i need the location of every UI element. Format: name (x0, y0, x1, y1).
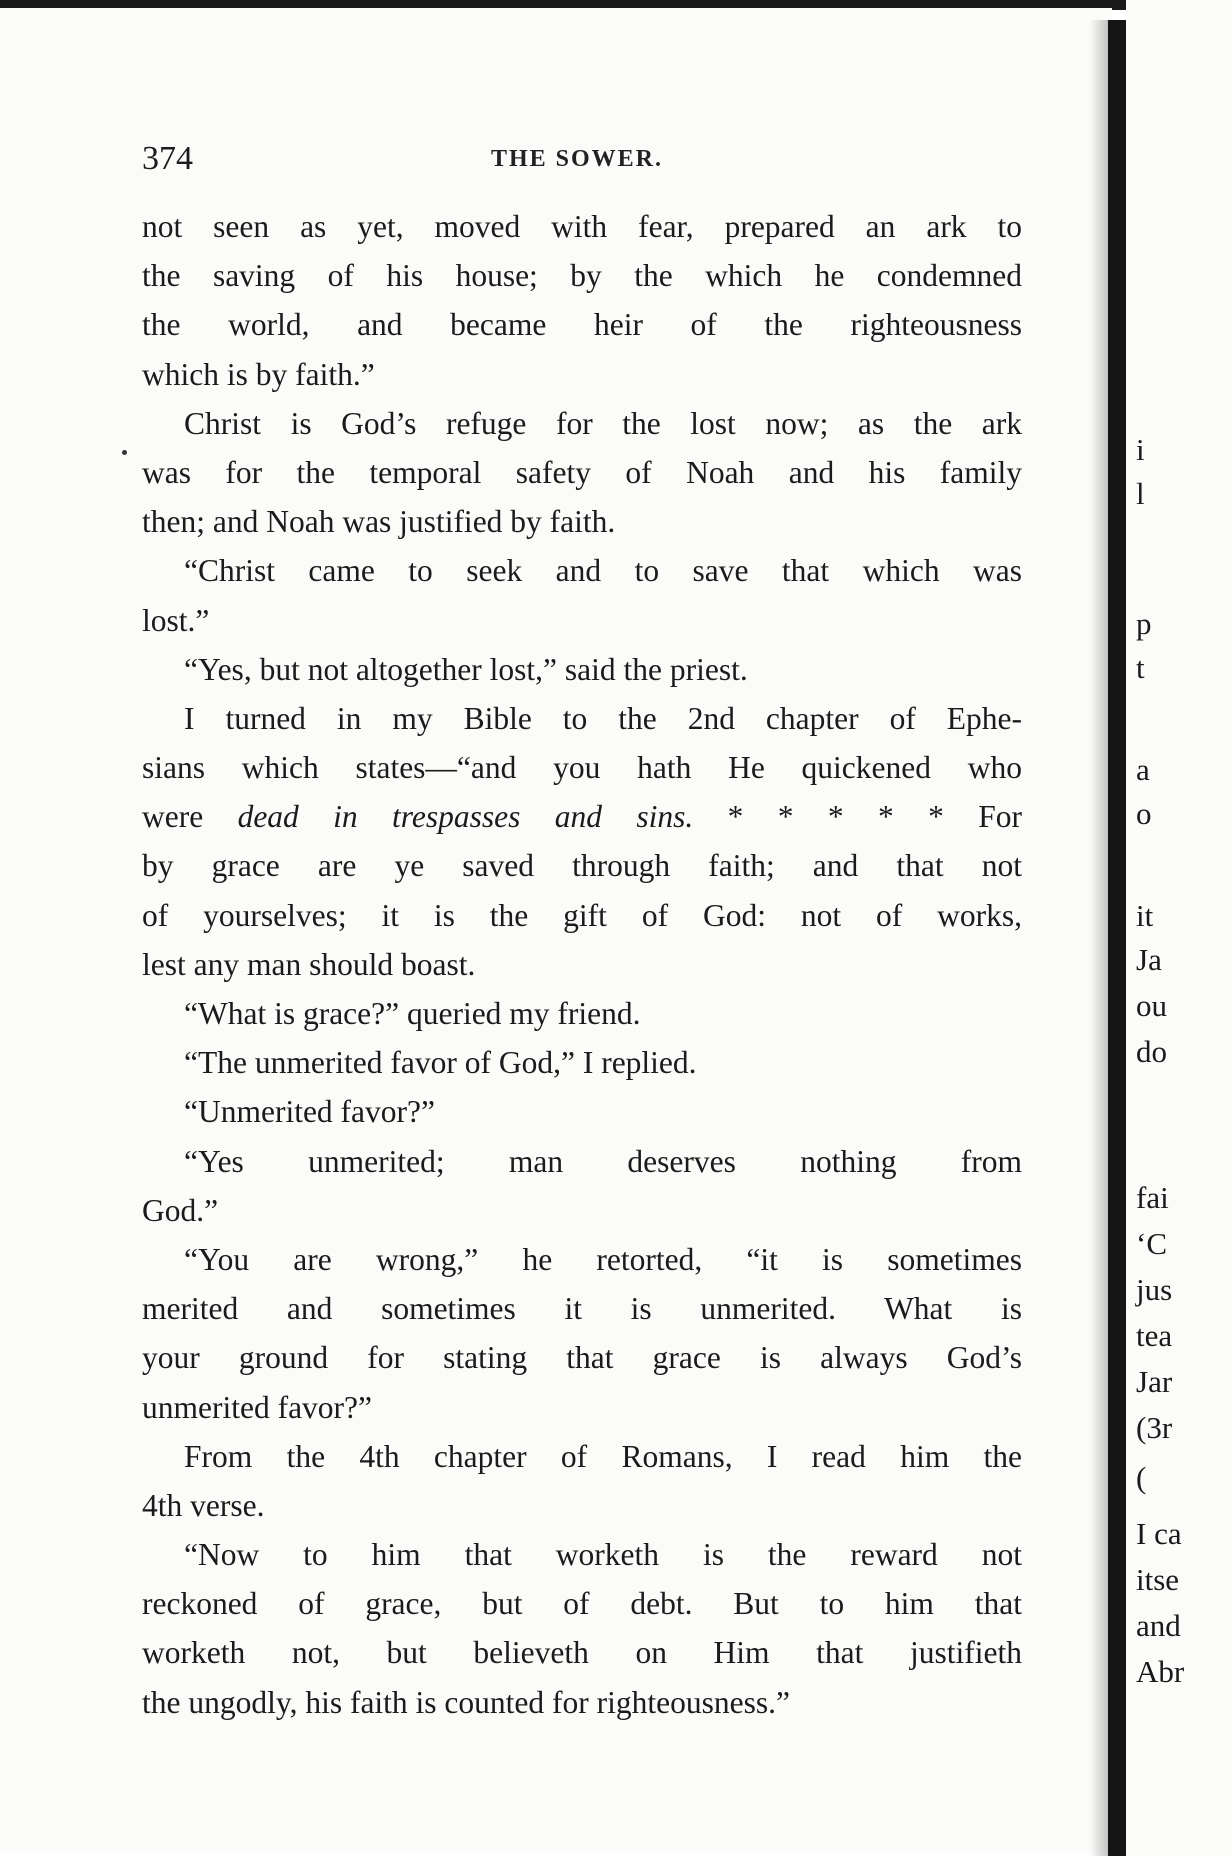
facing-page-fragment: I ca (1136, 1516, 1182, 1551)
text-line: reckoned of grace, but of debt. But to him that (142, 1586, 1022, 1622)
text-line: “The unmerited favor of God,” I replied. (184, 1045, 697, 1081)
text-line: by grace are ye saved through faith; and that not (142, 848, 1022, 884)
text-line: I turned in my Bible to the 2nd chapter of Ephe- (184, 700, 1022, 736)
text-line: then; and Noah was justified by faith. (142, 504, 616, 540)
facing-page-edge (1126, 0, 1232, 1856)
text-line: of yourselves; it is the gift of God: not of works, (142, 897, 1022, 933)
text-line: the world, and became heir of the righteousness (142, 307, 1022, 343)
text-line: God.” (142, 1192, 219, 1228)
facing-page-fragment: Abr (1136, 1654, 1185, 1689)
page-number: 374 (142, 140, 193, 177)
page-body-text (142, 202, 1022, 1727)
text-line: which is by faith.” (142, 356, 375, 392)
facing-page-fragment: ‘C (1136, 1226, 1167, 1261)
facing-page-fragment: o (1136, 796, 1152, 831)
facing-page-fragment: ( (1136, 1460, 1147, 1495)
text-line: “Now to him that worketh is the reward not (184, 1537, 1022, 1573)
facing-page-fragment: jus (1136, 1272, 1173, 1307)
facing-page-fragment: l (1136, 476, 1145, 511)
text-line: “Christ came to seek and to save that which was (184, 553, 1022, 589)
text-line: 4th verse. (142, 1487, 265, 1523)
book-gutter (1108, 20, 1126, 1856)
text-line: lest any man should boast. (142, 946, 476, 982)
text-line: “Yes, but not altogether lost,” said the priest. (184, 651, 748, 687)
facing-page-fragment: and (1136, 1608, 1181, 1643)
text-line: your ground for stating that grace is always God’s (142, 1340, 1022, 1376)
gutter-shadow (1090, 20, 1110, 1856)
text-line: “You are wrong,” he retorted, “it is sometimes (184, 1241, 1022, 1277)
text-line: not seen as yet, moved with fear, prepared an ark to (142, 209, 1022, 244)
text-line: lost.” (142, 602, 210, 638)
facing-page-fragment: p (1136, 606, 1152, 641)
text-line: the ungodly, his faith is counted for righteousness.” (142, 1684, 790, 1720)
page-header (142, 140, 1012, 180)
text-line: the saving of his house; by the which he condemned (142, 258, 1022, 294)
text-line: merited and sometimes it is unmerited. What is (142, 1291, 1022, 1327)
text-line: sians which states—“and you hath He quickened who (142, 750, 1022, 786)
text-line: unmerited favor?” (142, 1389, 373, 1425)
text-line: worketh not, but believeth on Him that justifieth (142, 1635, 1022, 1671)
text-line: was for the temporal safety of Noah and his family (142, 454, 1022, 490)
text-line: From the 4th chapter of Romans, I read him the (184, 1438, 1022, 1474)
facing-page-fragment: fai (1136, 1180, 1169, 1215)
facing-page-fragment: Jar (1136, 1364, 1173, 1399)
facing-page-fragment: Ja (1136, 942, 1162, 977)
text-line: Christ is God’s refuge for the lost now; as the ark (184, 405, 1022, 441)
facing-page-fragment: ou (1136, 988, 1167, 1023)
facing-page-fragment: i (1136, 432, 1145, 467)
text-line: “Unmerited favor?” (184, 1094, 435, 1130)
facing-page-fragment: it (1136, 898, 1154, 933)
text-line: “What is grace?” queried my friend. (184, 996, 641, 1031)
facing-page-fragment: itse (1136, 1562, 1180, 1597)
ink-speck (122, 450, 127, 455)
facing-page-fragment: tea (1136, 1318, 1173, 1353)
facing-page-fragment: do (1136, 1034, 1167, 1069)
facing-page-fragment: a (1136, 752, 1150, 787)
text-line: “Yes unmerited; man deserves nothing from (184, 1143, 1022, 1179)
facing-page-fragment: t (1136, 650, 1145, 685)
running-head: THE SOWER. (490, 146, 664, 172)
text-line: were dead in trespasses and sins. * * * * * For (142, 799, 1023, 835)
facing-page-fragment: (3r (1136, 1410, 1173, 1445)
